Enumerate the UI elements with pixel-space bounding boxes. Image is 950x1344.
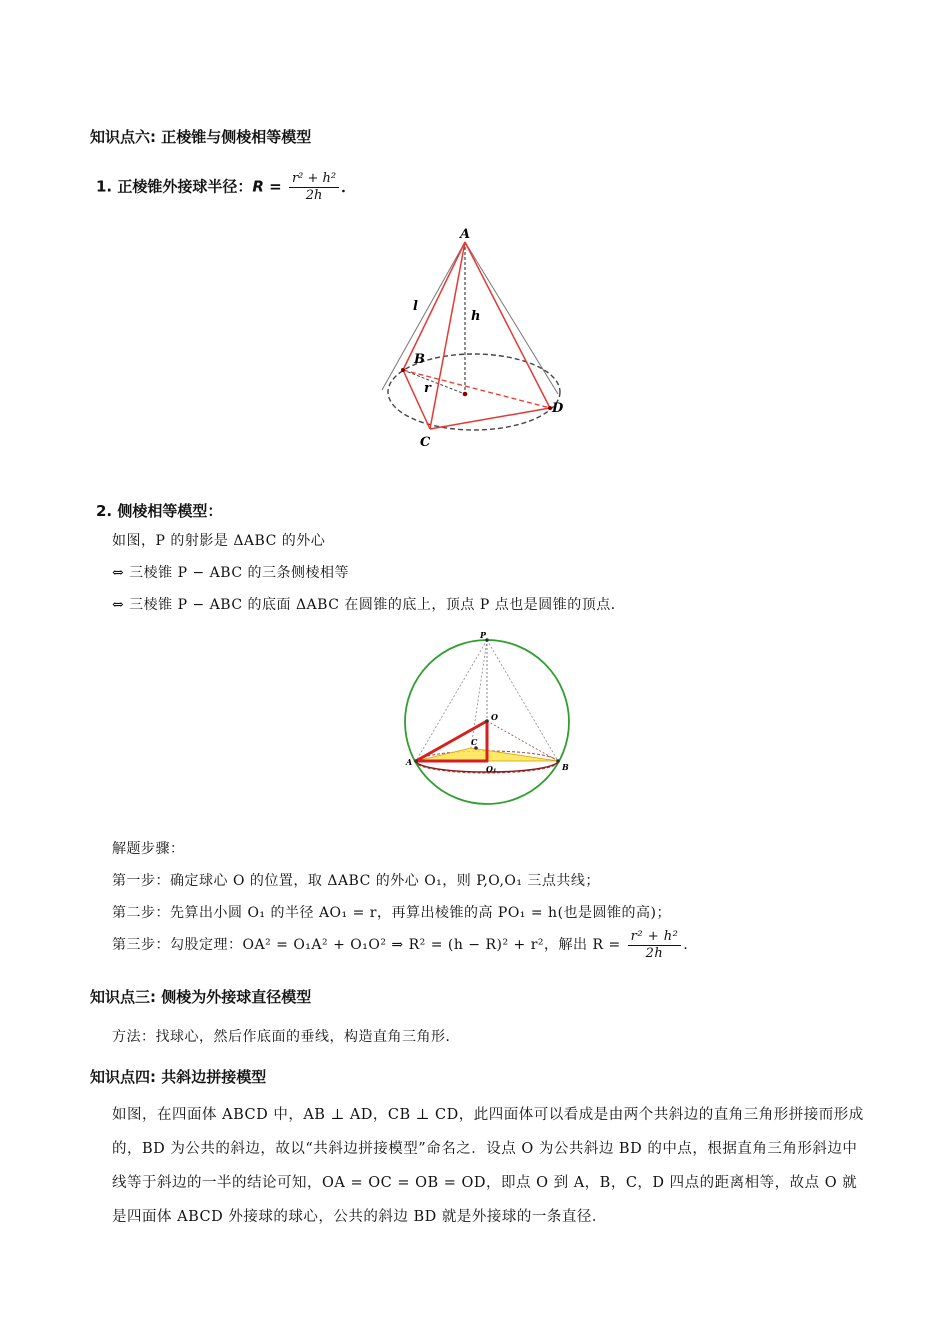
cone-figure [370,222,590,452]
base-center-point [463,392,468,397]
item2-line3: ⇔ 三棱锥 P − ABC 的底面 ΔABC 在圆锥的底上，顶点 P 点也是圆锥的顶点． [112,597,626,613]
section3-method: 方法：找球心，然后作底面的垂线，构造直角三角形． [112,1029,460,1045]
label-r: r [424,381,431,396]
label-A: A [460,227,471,242]
label-B: B [562,762,569,772]
edge-BC [403,370,430,429]
sphere-figure [398,630,578,810]
point-B [401,368,405,372]
section4-paragraph: 如图，在四面体 ABCD 中，AB ⊥ AD，CB ⊥ CD，此四面体可以看成是由两个共斜边的直角三角形拼接而形成的，BD 为公共的斜边，故以“共斜边拼接模型”命名之．设点 O 为公共斜边 BD 的中点，根据直角三角形斜边中线等于斜边的一半的结论可知，OA = OC = OB = OD，即点 O 到 A，B，C，D 四点的距离相等，故点 O 就是四面体 ABCD 外接球的球心，公共的斜边 BD 就是外接球的一条直径． [112,1107,864,1225]
edge-PB [487,640,558,761]
step3-numerator: r² + h² [628,930,682,946]
item1-formula [96,172,356,202]
edge-PC [471,640,487,748]
label-C: C [471,737,478,747]
edge-CD [430,408,550,429]
edge-AC [430,242,465,429]
step3-fraction [628,930,682,960]
section3-heading: 知识点三: 侧棱为外接球直径模型 [90,988,312,1006]
item1-label: 1. 正棱锥外接球半径： [96,177,253,196]
cone-left-generator [382,242,465,390]
item1-R: R [252,177,264,196]
label-O: O [491,712,498,722]
point-B [556,759,560,763]
item2-label: 2. 侧棱相等模型： [96,502,223,520]
steps-title: 解题步骤： [112,841,185,857]
label-B: B [414,352,425,367]
item2-line2: ⇔ 三棱锥 P − ABC 的三条侧棱相等 [112,565,350,581]
step3 [112,930,698,960]
label-P: P [480,630,487,640]
point-O [485,719,489,723]
label-l: l [413,299,418,314]
step3-end: ． [683,937,698,954]
section6-heading: 知识点六: 正棱锥与侧棱相等模型 [90,128,312,146]
label-h: h [471,309,481,324]
step1: 第一步：确定球心 O 的位置，取 ΔABC 的外心 O₁，则 P,O,O₁ 三点共线； [112,873,600,889]
item1-eq: = [263,177,287,196]
section4-heading: 知识点四: 共斜边拼接模型 [90,1068,267,1086]
item1-numerator: r² + h² [289,172,339,188]
step3-prefix: 第三步：勾股定理：OA² = O₁A² + O₁O² ⇒ R² = (h − R)² + r²，解出 R = [112,937,626,954]
label-O1: O₁ [486,764,497,774]
label-A: A [406,757,413,767]
item1-fraction [289,172,339,202]
step3-denominator: 2h [645,945,664,961]
label-C: C [420,435,431,450]
point-A [414,759,418,763]
item2-line1: 如图，P 的射影是 ΔABC 的外心 [112,533,326,549]
item1-end: ． [341,177,357,196]
edge-AD [465,242,550,408]
item1-denominator: 2h [305,187,323,203]
label-D: D [552,401,564,416]
step2: 第二步：先算出小圆 O₁ 的半径 AO₁ = r，再算出棱锥的高 PO₁ = h(也是圆锥的高)； [112,905,671,921]
